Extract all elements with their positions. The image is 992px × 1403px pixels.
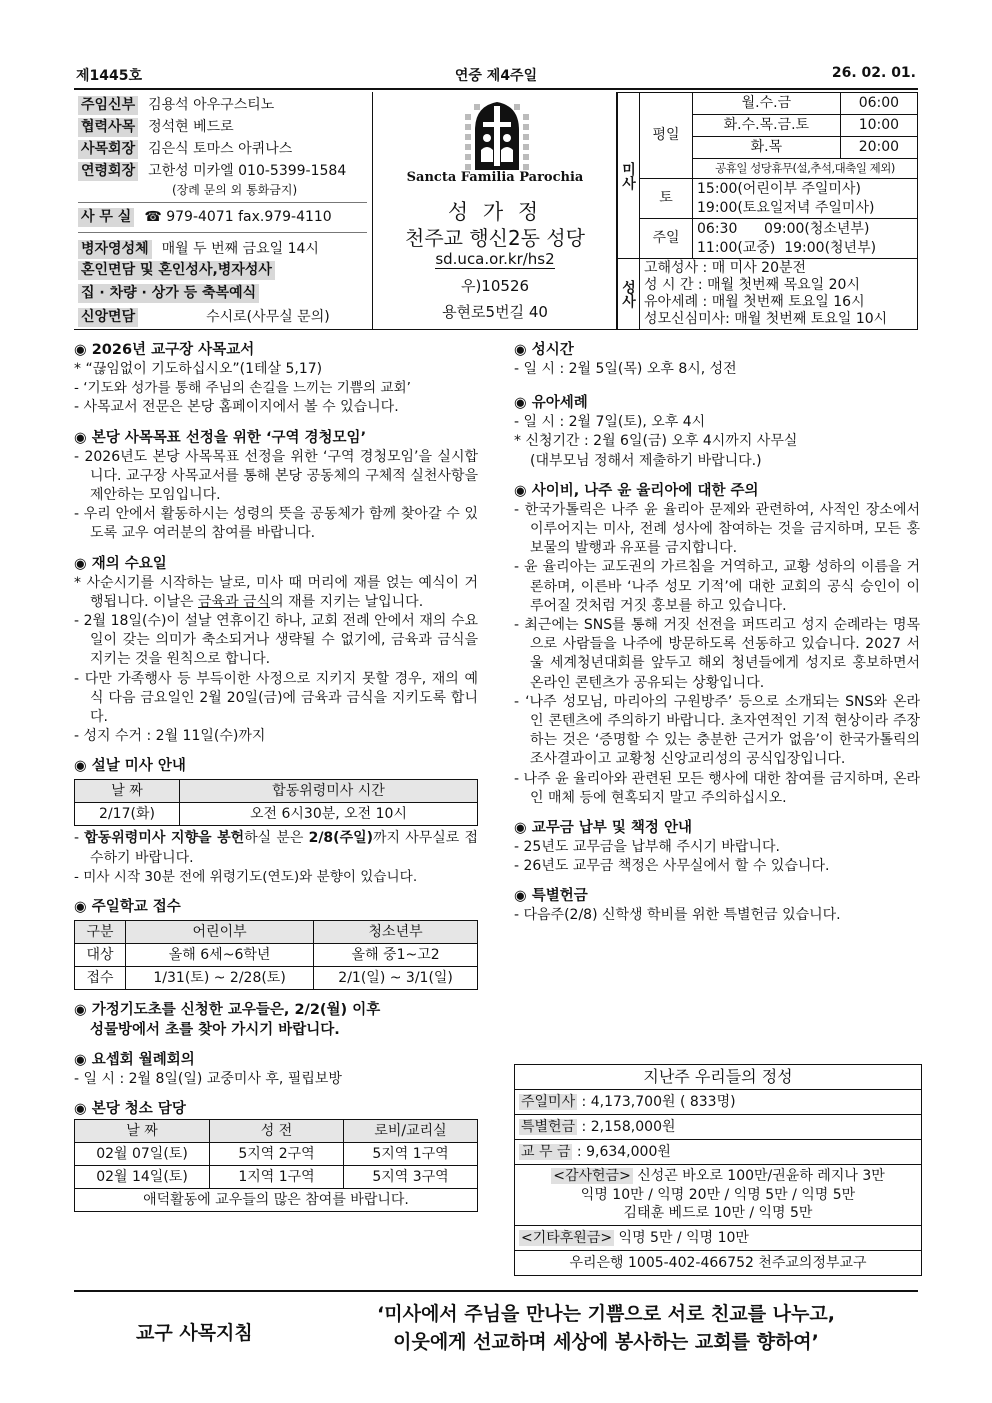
- section-julia-warning: [514, 481, 920, 808]
- motto-line-1: ‘미사에서 주님을 만나는 기쁨으로 서로 친교를 나누고,: [377, 1303, 835, 1325]
- table-cell: 올해 중1~고2: [314, 944, 478, 967]
- list-item: - 합동위령미사 지향을 봉헌하실 분은 2/8(주일)까지 사무실로 접수하기 바랍니다.: [74, 830, 479, 866]
- offering-label: <감사헌금>: [553, 1168, 631, 1184]
- pastor-name: 김용석 아우구스티노: [148, 97, 275, 113]
- section-new-year-mass: [74, 756, 478, 887]
- federation-name: 고한성 미카엘 010-5399-1584: [148, 163, 347, 179]
- parish-website-link[interactable]: sd.uca.or.kr/hs2: [435, 250, 555, 268]
- saturday-mass-2: 19:00(토요일저녁 주일미사): [697, 199, 875, 216]
- office-phone: ☎ 979-4071 fax.979-4110: [144, 209, 332, 225]
- list-item: - 다만 가족행사 등 부득이한 사정으로 지키지 못할 경우, 재의 예식 다음 금요일인 2월 20일(금)에 금육과 금식을 지키도록 합니다.: [74, 670, 478, 726]
- offering-label: 교 무 금: [521, 1144, 571, 1160]
- section-sunday-school: [74, 897, 478, 990]
- section-title-continued: 성물방에서 초를 찾아 가시기 바랍니다.: [90, 1022, 340, 1039]
- header-block: [74, 92, 918, 330]
- list-item: - 최근에는 SNS를 통해 거짓 선전을 퍼뜨리고 성지 순례라는 명목으로 사람들을 나주에 방문하도록 선동하고 있습니다. 2027 서울 세계청년대회를 앞두고 해외 청년들에게 성지로 홍보하면서 온라인 콘텐츠가 공유되는 상황입니다.: [514, 617, 920, 691]
- staff-panel: [74, 92, 369, 329]
- weekday-label: 평일: [640, 93, 693, 179]
- table-cell: 대상: [75, 944, 126, 967]
- weekday-days-1: 월.수.금: [693, 93, 841, 115]
- office-label: 사 무 실: [78, 208, 134, 227]
- fasting-emphasis: 금육과 금식: [198, 593, 271, 610]
- diocesan-motto: [296, 1300, 916, 1356]
- list-item: * 사순시기를 시작하는 날로, 미사 때 머리에 재를 얹는 예식이 거행됩니다. 이날은 금육과 금식의 재를 지키는 날입니다.: [74, 574, 478, 610]
- parish-name: 성 가 정: [447, 200, 543, 224]
- sunday-mass-2: 11:00(교중) 19:00(청년부): [697, 239, 877, 256]
- section-pastoral-letter: [74, 340, 478, 418]
- offering-value: 익명 5만 / 익명 10만: [614, 1229, 749, 1246]
- offering-title: 지난주 우리들의 정성: [515, 1065, 921, 1090]
- weekday-days-2: 화.수.목.금.토: [693, 115, 841, 137]
- section-title: ◉ 재의 수요일: [74, 555, 167, 572]
- table-header: 어린이부: [126, 921, 314, 944]
- offering-label: <기타후원금>: [521, 1229, 613, 1246]
- section-title: ◉ 유아세례: [514, 395, 588, 412]
- motto-line-2: 이웃에게 선교하며 세상에 봉사하는 교회를 향하여’: [393, 1331, 819, 1353]
- section-title: ◉ 설날 미사 안내: [74, 758, 186, 775]
- sick-label: 병자영성체: [78, 240, 152, 259]
- saturday-mass-1: 15:00(어린이부 주일미사): [697, 180, 861, 197]
- right-column: [514, 340, 920, 936]
- list-item: - 우리 안에서 활동하시는 성령의 뜻을 공동체가 함께 찾아갈 수 있도록 교우 여러분의 참여를 바랍니다.: [74, 506, 478, 542]
- bank-account: 우리은행 1005-402-466752 천주교의정부교구: [569, 1254, 867, 1271]
- offering-label: 주일미사: [521, 1094, 576, 1110]
- section-title: ◉ 가정기도초를 신청한 교우들은, 2/2(월) 이후: [74, 1002, 381, 1019]
- list-item: - 나주 윤 율리아와 관련된 모든 행사에 대한 참여를 금지하며, 온라인 매체 등에 현혹되지 말고 주의하십시오.: [514, 770, 920, 806]
- left-column: [74, 340, 478, 1222]
- mass-schedule-table: [616, 92, 918, 330]
- offering-value: : 4,173,700원 ( 833명): [577, 1094, 736, 1110]
- list-item: - 2026년도 본당 사목목표 선정을 위한 ‘구역 경청모임’을 실시합니다. 교구장 사목교서를 통해 본당 공동체의 구체적 실천사항을 제안하는 모임입니다.: [74, 448, 478, 504]
- cleaning-duty-table: [74, 1119, 478, 1212]
- table-header: 합동위령미사 시간: [180, 780, 478, 803]
- offering-other-row: [515, 1226, 921, 1251]
- list-item: - ‘기도와 성가를 통해 주님의 손길을 느끼는 기쁨의 교회’: [74, 380, 412, 397]
- table-cell: 1/31(토) ~ 2/28(토): [126, 967, 314, 990]
- council-label: 사목회장: [78, 140, 138, 159]
- offering-value: : 2,158,000원: [577, 1119, 676, 1135]
- table-header: 날 짜: [75, 1120, 210, 1143]
- table-cell: 접수: [75, 967, 126, 990]
- list-item: - 일 시 : 2월 8일(일) 교중미사 후, 필립보방: [74, 1071, 342, 1088]
- section-holy-hour: [514, 340, 920, 379]
- table-cell: 오전 6시30분, 오전 10시: [180, 803, 478, 826]
- holiday-note: 공휴일 성당휴무(설,추석,대축일 제외): [693, 159, 918, 179]
- table-cell: 올해 6세~6학년: [126, 944, 314, 967]
- offering-value: 신성곤 바오로 100만/권윤하 레지나 3만: [632, 1168, 885, 1184]
- saturday-label: 토: [640, 179, 693, 219]
- liturgical-season: 연중 제4주일: [454, 68, 538, 84]
- offering-value: 익명 10만 / 익명 20만 / 익명 5만 / 익명 5만: [580, 1186, 856, 1203]
- parish-latin-name: Sancta Familia Parochia: [406, 170, 584, 185]
- table-header: 구분: [75, 921, 126, 944]
- sick-schedule: 매월 두 번째 금요일 14시: [161, 241, 319, 257]
- table-cell: 02월 07일(토): [75, 1143, 210, 1166]
- table-cell: 1지역 1구역: [210, 1166, 344, 1189]
- holy-family-logo: [465, 100, 529, 172]
- sunday-school-table: [74, 920, 478, 990]
- list-item: - 26년도 교무금 책정은 사무실에서 할 수 있습니다.: [514, 858, 830, 875]
- church-name: 천주교 행신2동 성당: [405, 226, 585, 250]
- weekday-time-1: 06:00: [840, 93, 917, 115]
- council-name: 김은식 토마스 아퀴나스: [148, 141, 293, 157]
- sacrament-title: 성사: [617, 259, 640, 330]
- mass-title: 미사: [617, 93, 640, 259]
- section-ash-wednesday: [74, 554, 478, 747]
- sunday-mass-1: 06:30 09:00(청소년부): [697, 220, 870, 237]
- list-item: * “끊임없이 기도하십시오”(1테살 5,17): [74, 361, 323, 377]
- footer: [74, 1290, 918, 1372]
- section-title: ◉ 특별헌금: [514, 888, 588, 905]
- section-joseph-meeting: [74, 1050, 478, 1089]
- section-title: ◉ 주일학교 접수: [74, 899, 181, 916]
- new-year-mass-table: [74, 779, 478, 826]
- table-header: 성 전: [210, 1120, 344, 1143]
- faith-label: 신앙면담: [78, 308, 138, 327]
- offering-value: : 9,634,000원: [572, 1144, 671, 1160]
- list-item: - 한국가톨릭은 나주 윤 율리아 문제와 관련하여, 사적인 장소에서 이루어지는 미사, 전례 성사에 참여하는 것을 금지하며, 모든 홍보물의 발행과 유포를 금지합니다.: [514, 501, 920, 557]
- assistant-label: 협력사목: [78, 118, 138, 137]
- marian-mass-schedule: 성모신심미사: 매월 첫번째 토요일 10시: [644, 311, 888, 327]
- table-cell: 2/1(일) ~ 3/1(일): [314, 967, 478, 990]
- section-title: ◉ 성시간: [514, 342, 574, 358]
- list-item: - 윤 율리아는 교도권의 가르침을 거역하고, 교황 성하의 이름을 거론하며, 이른바 ‘나주 성모 기적’에 대한 교회의 공식 승인이 이루어질 것처럼 거짓 홍보를 하고 있습니다.: [514, 559, 920, 614]
- table-cell: 5지역 3구역: [344, 1166, 478, 1189]
- list-item: - 25년도 교무금을 납부해 주시기 바랍니다.: [514, 839, 780, 856]
- section-listening-meeting: [74, 428, 478, 544]
- offering-thanks-row: [515, 1165, 921, 1226]
- list-item: - 다음주(2/8) 신학생 학비를 위한 특별헌금 있습니다.: [514, 907, 841, 924]
- table-footer: 애덕활동에 교우들의 많은 참여를 바랍니다.: [75, 1189, 478, 1212]
- table-cell: 5지역 1구역: [344, 1143, 478, 1166]
- pastor-label: 주임신부: [78, 96, 138, 115]
- list-item: - 미사 시작 30분 전에 위령기도(연도)와 분향이 있습니다.: [74, 868, 418, 885]
- section-title: ◉ 2026년 교구장 사목교서: [74, 342, 255, 358]
- marriage-label: 혼인면담 및 혼인성사,병자성사: [78, 261, 275, 280]
- section-special-collection: [514, 886, 920, 925]
- list-item: (대부모님 정해서 제출하기 바랍니다.): [530, 452, 762, 469]
- section-title: ◉ 본당 청소 담당: [74, 1101, 186, 1118]
- section-infant-baptism: [514, 393, 920, 471]
- offering-dues-row: [515, 1140, 921, 1165]
- list-item: - 일 시 : 2월 5일(목) 오후 8시, 성전: [514, 361, 737, 377]
- postal-code: 우)10526: [460, 277, 530, 295]
- federation-note: (장례 문의 외 통화금지): [172, 183, 298, 197]
- issue-date: 26. 02. 01.: [831, 65, 916, 81]
- blessing-label: 집 · 차량 · 상가 등 축복예식: [78, 284, 259, 303]
- list-item: - 사목교서 전문은 본당 홈페이지에서 볼 수 있습니다.: [74, 399, 399, 416]
- weekday-time-2: 10:00: [840, 115, 917, 137]
- list-item: * 신청기간 : 2월 6일(금) 오후 4시까지 사무실: [514, 433, 798, 450]
- faith-schedule: 수시로(사무실 문의): [206, 309, 330, 325]
- issue-number: 제1445호: [76, 68, 143, 84]
- parish-identity: [372, 92, 618, 329]
- holy-hour-schedule: 성 시 간 : 매월 첫번째 목요일 20시: [644, 277, 860, 293]
- street-address: 용현로5번길 40: [442, 303, 548, 321]
- sunday-label: 주일: [640, 219, 693, 259]
- weekday-days-3: 화.목: [693, 137, 841, 159]
- footer-label: 교구 사목지침: [136, 1322, 253, 1344]
- infant-baptism-schedule: 유아세례 : 매월 첫번째 토요일 16시: [644, 294, 865, 310]
- assistant-name: 정석현 베드로: [148, 119, 234, 135]
- table-cell: 2/17(화): [75, 803, 180, 826]
- masthead: [74, 62, 918, 90]
- offering-sunday-row: [515, 1090, 921, 1115]
- section-title: ◉ 교무금 납부 및 책정 안내: [514, 820, 692, 837]
- list-item: - ‘나주 성모님, 마리아의 구원방주’ 등으로 소개되는 SNS와 온라인 콘텐츠에 주의하기 바랍니다. 초자연적인 기적 현상이라 주장하는 것은 ‘증명할 수 있는 충분한 근거가 없음’이 한국가톨릭의 조사결과이고 교황청 신앙교리성의 공식입장입니다.: [514, 693, 920, 768]
- table-header: 날 짜: [75, 780, 180, 803]
- table-header: 청소년부: [314, 921, 478, 944]
- list-item: - 2월 18일(수)이 설날 연휴이긴 하나, 교회 전례 안에서 재의 수요일이 갖는 의미가 축소되거나 생략될 수 없기에, 금육과 금식을 지키는 것을 원칙으로 합니다.: [74, 613, 478, 668]
- offering-label: 특별헌금: [521, 1119, 576, 1135]
- table-cell: 02월 14일(토): [75, 1166, 210, 1189]
- federation-label: 연령회장: [78, 162, 138, 181]
- confession-schedule: 고해성사 : 매 미사 20분전: [644, 260, 807, 276]
- section-title: ◉ 본당 사목목표 선정을 위한 ‘구역 경청모임’: [74, 429, 367, 446]
- section-title: ◉ 사이비, 나주 윤 율리아에 대한 주의: [514, 482, 759, 499]
- section-cleaning-duty: [74, 1099, 478, 1212]
- offering-special-row: [515, 1115, 921, 1140]
- table-cell: 5지역 2구역: [210, 1143, 344, 1166]
- section-title: ◉ 요셉회 월례회의: [74, 1052, 195, 1069]
- offering-box: [514, 1064, 922, 1276]
- list-item: - 성지 수거 : 2월 11일(수)까지: [74, 728, 266, 745]
- section-parish-dues: [514, 818, 920, 876]
- section-prayer-candle: [74, 1000, 478, 1040]
- list-item: - 일 시 : 2월 7일(토), 오후 4시: [514, 414, 706, 431]
- weekday-time-3: 20:00: [840, 137, 917, 159]
- offering-value: 김태훈 베드로 10만 / 익명 5만: [623, 1205, 813, 1221]
- table-header: 로비/교리실: [344, 1120, 478, 1143]
